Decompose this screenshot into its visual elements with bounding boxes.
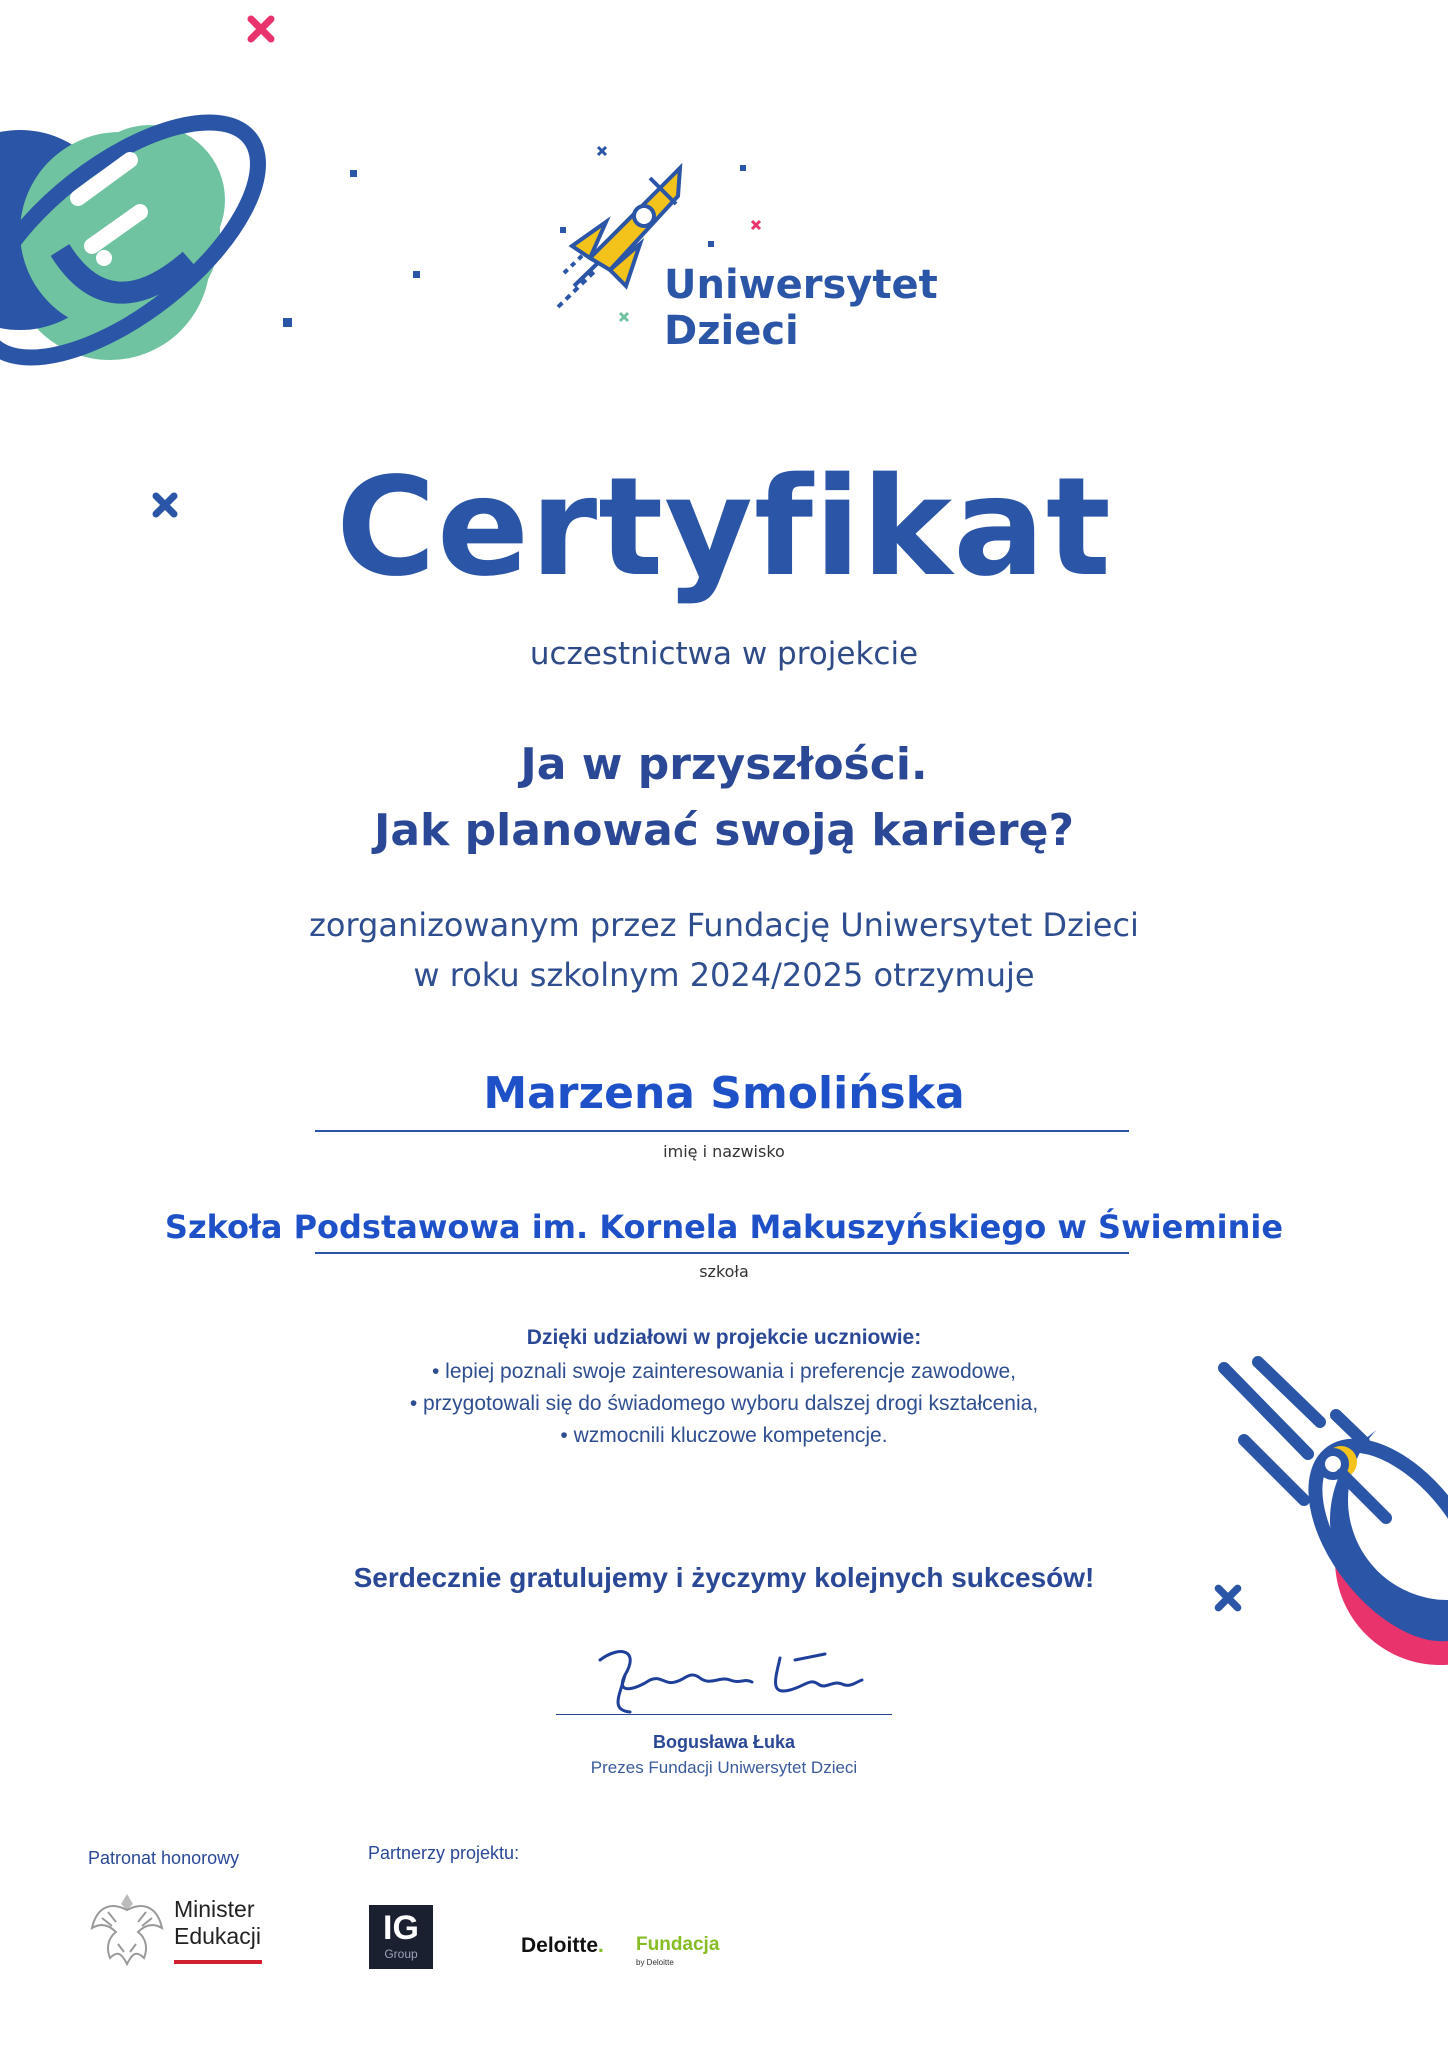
deloitte-logo-dot: . [598, 1934, 604, 1957]
benefit-item: • wzmocnili kluczowe kompetencje. [560, 1424, 888, 1447]
name-caption: imię i nazwisko [663, 1142, 785, 1161]
logo-line-1: Uniwersytet [664, 262, 938, 308]
project-title [0, 732, 1448, 864]
benefit-item: • przygotowali się do świadomego wyboru dalszej drogi kształcenia, [409, 1392, 1039, 1415]
school-name: Szkoła Podstawowa im. Kornela Makuszyńskiego w Świeminie [164, 1208, 1284, 1246]
certificate-title: Certyfikat [336, 449, 1112, 607]
signer-role: Prezes Fundacji Uniwersytet Dzieci [590, 1758, 858, 1777]
project-title-line-1: Ja w przyszłości. [520, 739, 928, 790]
fundacja-logo: Fundacja [636, 1934, 720, 1955]
organizer-text [0, 900, 1448, 1000]
eagle-emblem-icon [88, 1888, 166, 1970]
minister-logo-bar [174, 1960, 262, 1964]
ig-group-logo [369, 1905, 433, 1969]
project-title-line-2: Jak planować swoją karierę? [373, 805, 1074, 856]
benefit-item: • lepiej poznali swoje zainteresowania i preferencje zawodowe, [431, 1360, 1016, 1383]
patron-label: Patronat honorowy [88, 1848, 240, 1868]
signer-name: Bogusława Łuka [652, 1732, 796, 1752]
signature-line [556, 1714, 892, 1715]
deloitte-logo-text: Deloitte [521, 1934, 599, 1957]
certificate-subtitle: uczestnictwa w projekcie [529, 636, 919, 672]
name-underline [315, 1130, 1129, 1132]
school-caption: szkoła [699, 1262, 749, 1281]
ig-logo-text: IG [383, 1909, 419, 1947]
benefits-heading: Dzięki udziałowi w projekcie uczniowie: [526, 1326, 922, 1349]
congratulations-text: Serdecznie gratulujemy i życzymy kolejnych sukcesów! [353, 1562, 1095, 1593]
logo-line-2: Dzieci [664, 308, 799, 354]
minister-line-2: Edukacji [174, 1923, 261, 1949]
partners-label: Partnerzy projektu: [368, 1843, 520, 1863]
organizer-line-2: w roku szkolnym 2024/2025 otrzymuje [413, 956, 1035, 994]
organizer-line-1: zorganizowanym przez Fundację Uniwersytet Dzieci [309, 906, 1139, 944]
minister-line-1: Minister [174, 1896, 255, 1922]
student-name: Marzena Smolińska [483, 1068, 965, 1119]
minister-logo-text [174, 1896, 261, 1950]
fundacja-logo-subtext: by Deloitte [636, 1958, 674, 1967]
logo-wordmark [664, 262, 938, 354]
handwritten-signature [580, 1640, 870, 1720]
deloitte-logo [521, 1934, 604, 1958]
planet-illustration-bottom [1208, 1350, 1448, 1690]
school-underline [315, 1252, 1129, 1254]
ig-logo-subtext: Group [384, 1947, 418, 1961]
